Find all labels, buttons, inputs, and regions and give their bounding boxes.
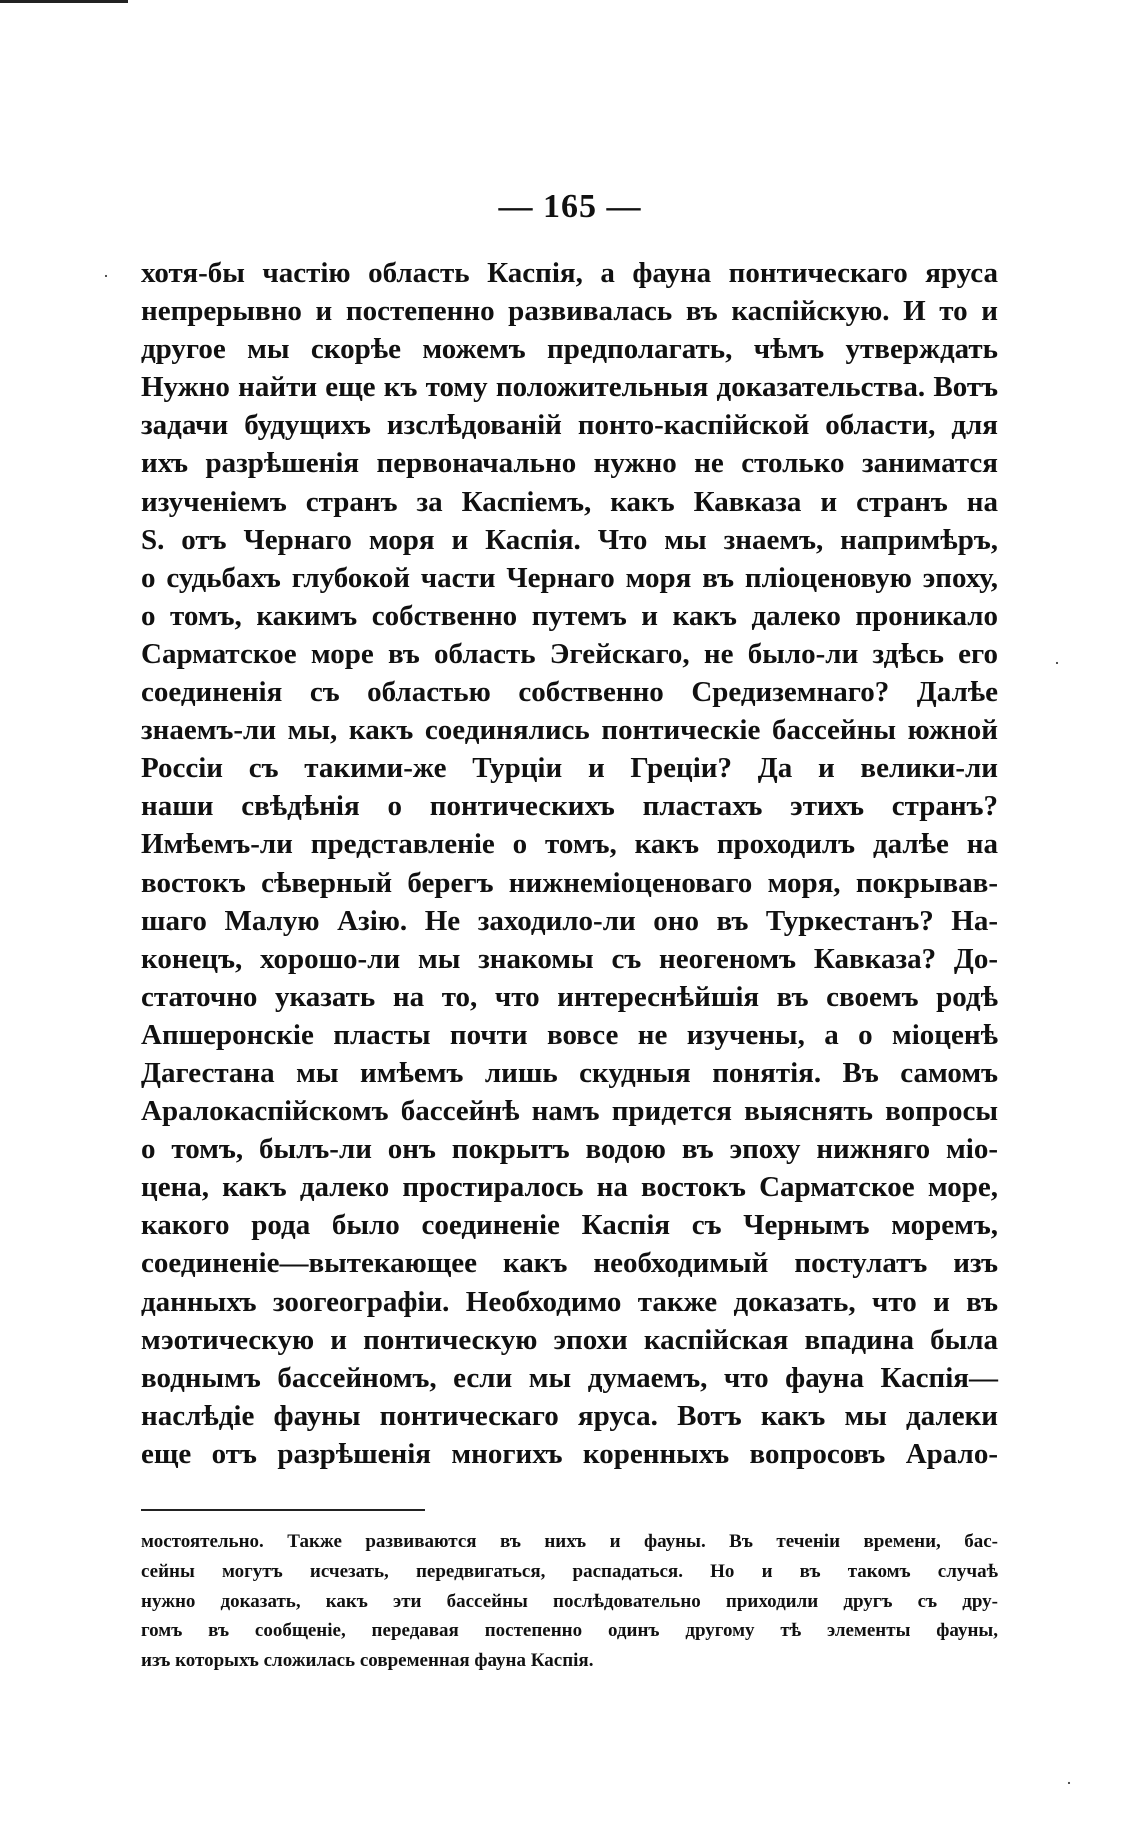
footnote-line: гомъ въ сообщеніе, передавая постепенно одинъ другому тѣ элементы фауны, [141,1620,998,1642]
footnote-line: мостоятельно. Также развиваются въ нихъ и фауны. Въ теченіи времени, бас- [141,1531,998,1552]
text-line: Апшеронскіе пласты почти вовсе не изучены, а о міоценѣ [141,1018,998,1051]
text-line: Аралокаспійскомъ бассейнѣ намъ придется выяснять вопросы [141,1095,998,1128]
text-line: наслѣдіе фауны понтическаго яруса. Вотъ какъ мы далеки [141,1399,998,1432]
text-line: изученіемъ странъ за Каспіемъ, какъ Кавказа и странъ на [141,485,998,518]
text-line: Россіи съ такими-же Турціи и Греціи? Да и велики-ли [141,752,998,785]
text-line: воднымъ бассейномъ, если мы думаемъ, что фауна Каспія— [141,1361,998,1394]
text-line: непрерывно и постепенно развивалась въ каспійскую. И то и [141,295,998,328]
scan-speck: · [1054,653,1060,673]
footnote-line: сейны могутъ исчезать, передвигаться, распадаться. Но и въ такомъ случаѣ [141,1560,998,1582]
footnote-text [141,1527,998,1676]
text-line: данныхъ зоогеографіи. Необходимо также доказать, что и въ [141,1285,998,1318]
text-line: о судьбахъ глубокой части Чернаго моря въ пліоценовую эпоху, [141,561,998,594]
text-line: другое мы скорѣе можемъ предполагать, чѣмъ утверждать [141,333,998,366]
text-line: Нужно найти еще къ тому положительныя доказательства. Вотъ [141,371,998,404]
text-line: востокъ сѣверный берегъ нижнеміоценоваго моря, покрывав- [141,866,998,899]
text-line: S. отъ Чернаго моря и Каспія. Что мы знаемъ, напримѣръ, [141,523,998,556]
text-line: цена, какъ далеко простиралось на востокъ Сарматское море, [141,1171,998,1204]
scan-edge-mark [0,0,128,3]
text-line: соединеніе—вытекающее какъ необходимый постулатъ изъ [141,1247,998,1280]
scan-speck: · [1066,1773,1072,1793]
text-line: шаго Малую Азію. Не заходило-ли оно въ Туркестанъ? На- [141,904,998,937]
scan-speck: · [103,266,109,286]
text-line: Сарматское море въ область Эгейскаго, не было-ли здѣсь его [141,637,998,670]
text-line: наши свѣдѣнія о понтическихъ пластахъ этихъ странъ? [141,790,998,823]
footnote-line: изъ которыхъ сложилась современная фауна Каспія. [141,1650,594,1672]
text-line: о томъ, какимъ собственно путемъ и какъ далеко проникало [141,599,998,632]
body-text [141,254,998,1473]
text-line: какого рода было соединеніе Каспія съ Чернымъ моремъ, [141,1209,998,1242]
footnote-line: нужно доказать, какъ эти бассейны послѣдовательно приходили другъ съ дру- [141,1590,998,1612]
text-line: ихъ разрѣшенія первоначально нужно не столько заниматся [141,447,998,480]
text-line: задачи будущихъ изслѣдованій понто-каспійской области, для [141,409,998,442]
text-line: конецъ, хорошо-ли мы знакомы съ неогеномъ Кавказа? До- [141,942,998,975]
text-line: о томъ, былъ-ли онъ покрытъ водою въ эпоху нижняго міо- [141,1133,998,1166]
text-line: Дагестана мы имѣемъ лишь скудныя понятія. Въ самомъ [141,1056,998,1089]
text-line: соединенія съ областью собственно Средиземнаго? Далѣе [141,676,998,709]
text-line: хотя-бы частію область Каспія, а фауна понтическаго яруса [141,257,998,289]
footnote-divider [141,1509,425,1511]
text-line: еще отъ разрѣшенія многихъ коренныхъ вопросовъ Арало- [141,1437,998,1470]
page-number: — 165 — [498,188,642,225]
text-line: статочно указать на то, что интереснѣйшія въ своемъ родѣ [141,980,998,1013]
text-line: мэотическую и понтическую эпохи каспійская впадина была [141,1323,998,1356]
text-line: знаемъ-ли мы, какъ соединялись понтическіе бассейны южной [141,714,998,747]
text-line: Имѣемъ-ли представленіе о томъ, какъ проходилъ далѣе на [141,828,998,861]
